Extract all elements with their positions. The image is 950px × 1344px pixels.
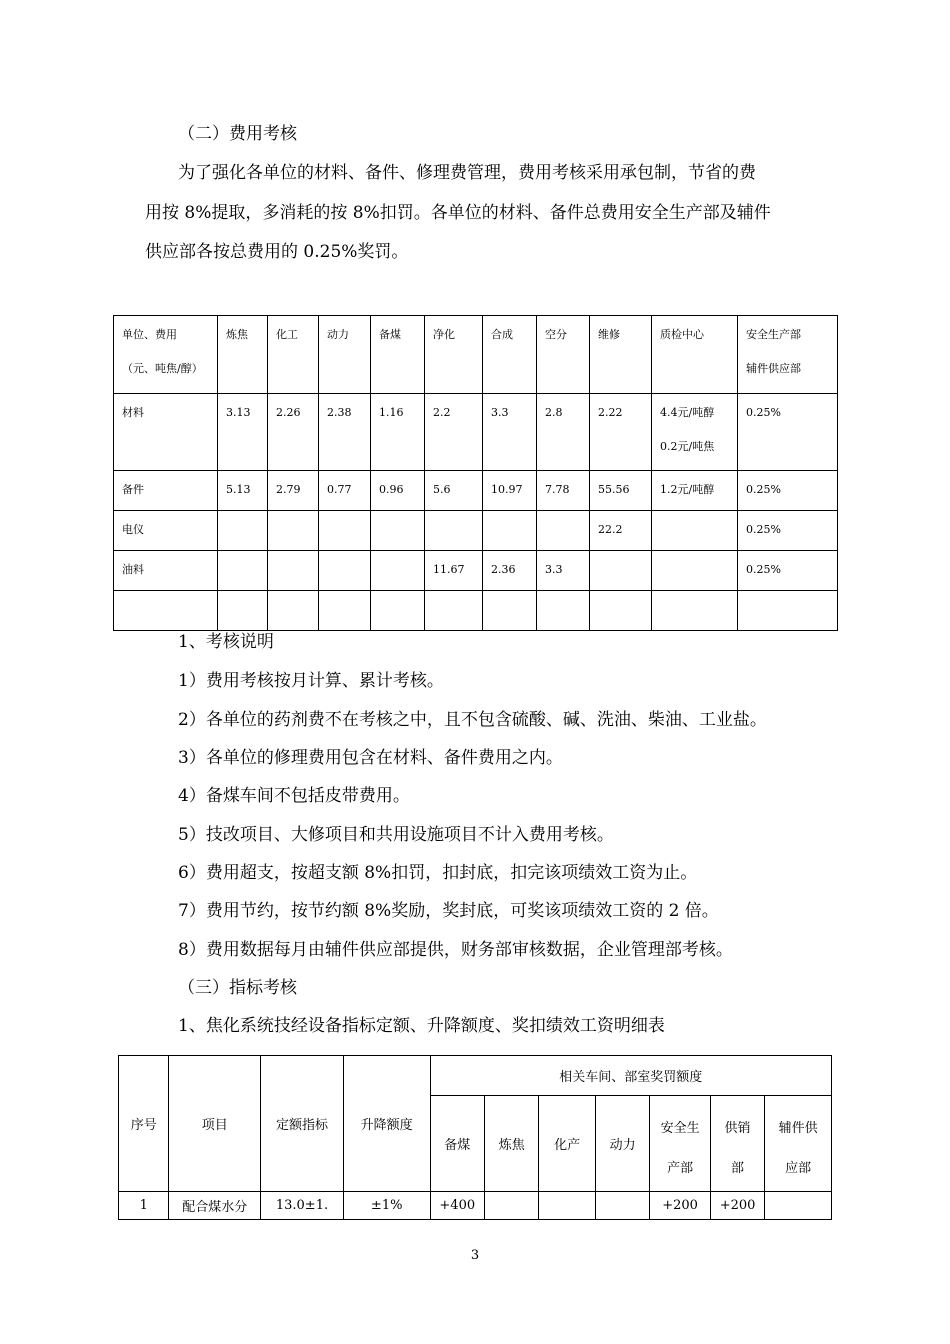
table-row [114, 394, 838, 471]
cell: 0.77 [327, 483, 352, 496]
cell: 2.2 [433, 406, 451, 419]
header-col: 动力 [595, 1096, 649, 1192]
cell: 2.22 [598, 406, 623, 419]
note-item: 5）技改项目、大修项目和共用设施项目不计入费用考核。 [178, 825, 614, 845]
header-unit-line1: 单位、费用 [122, 328, 177, 341]
header-aux-2: 应部 [785, 1160, 812, 1176]
table-row [119, 1192, 832, 1220]
header-sales-1: 供销 [724, 1120, 751, 1136]
cell: 0.25% [746, 406, 781, 419]
cell: 2.36 [491, 563, 516, 576]
intro-line-1: 为了强化各单位的材料、备件、修理费管理，费用考核采用承包制，节省的费 [178, 163, 756, 183]
cell-line2: 0.2元/吨焦 [660, 440, 715, 453]
row-label: 备件 [122, 483, 144, 496]
cell [539, 1192, 595, 1220]
header-sales-2: 部 [731, 1160, 745, 1176]
header-safety-1: 安全生 [660, 1120, 700, 1136]
cell: 10.97 [491, 483, 523, 496]
header-last-line2: 辅件供应部 [746, 362, 801, 375]
section-heading-cost-assessment: （二）费用考核 [178, 124, 297, 144]
cell: 0.25% [746, 523, 781, 536]
header-col: 炼焦 [484, 1096, 538, 1192]
cell-item: 配合煤水分 [169, 1192, 261, 1220]
cell: 22.2 [598, 523, 623, 536]
note-item: 6）费用超支，按超支额 8%扣罚，扣封底，扣完该项绩效工资为止。 [178, 863, 698, 883]
header-quota: 定额指标 [261, 1056, 344, 1192]
cell: 4.4元/吨醇 [660, 406, 715, 419]
cell: 55.56 [598, 483, 630, 496]
header-col: 动力 [327, 328, 349, 341]
cell: 3.3 [491, 406, 509, 419]
header-unit-cell [114, 316, 218, 394]
header-col: 维修 [598, 328, 620, 341]
header-aux [765, 1096, 832, 1192]
row-label: 油料 [122, 563, 144, 576]
section-subheading: 1、焦化系统技经设备指标定额、升降额度、奖扣绩效工资明细表 [178, 1016, 665, 1036]
indicator-table [118, 1055, 832, 1220]
cell: 3.13 [226, 406, 251, 419]
cost-table [113, 315, 838, 631]
cell: 3.3 [545, 563, 563, 576]
cell-range: ±1% [343, 1192, 430, 1220]
page-number: 3 [470, 1248, 480, 1263]
header-col: 质检中心 [660, 328, 704, 341]
cell: 2.38 [327, 406, 352, 419]
cell [595, 1192, 649, 1220]
header-safety [650, 1096, 711, 1192]
header-group: 相关车间、部室奖罚额度 [430, 1056, 831, 1096]
table-header-row [114, 316, 838, 394]
cell [484, 1192, 538, 1220]
cell-seq: 1 [119, 1192, 169, 1220]
cell: 2.79 [276, 483, 301, 496]
row-label: 电仪 [122, 523, 144, 536]
note-item: 1）费用考核按月计算、累计考核。 [178, 671, 444, 691]
note-item: 3）各单位的修理费用包含在材料、备件费用之内。 [178, 748, 563, 768]
note-item: 8）费用数据每月由辅件供应部提供，财务部审核数据，企业管理部考核。 [178, 940, 733, 960]
header-seq: 序号 [119, 1056, 169, 1192]
cell [765, 1192, 832, 1220]
header-col: 合成 [491, 328, 513, 341]
header-col: 净化 [433, 328, 455, 341]
cell-quota: 13.0±1. [261, 1192, 344, 1220]
cell: +200 [710, 1192, 764, 1220]
cell: 0.25% [746, 483, 781, 496]
note-item: 4）备煤车间不包括皮带费用。 [178, 786, 410, 806]
notes-heading: 1、考核说明 [178, 632, 274, 652]
intro-line-3: 供应部各按总费用的 0.25%奖罚。 [145, 242, 409, 262]
header-col: 化产 [539, 1096, 595, 1192]
cell: 0.96 [379, 483, 404, 496]
header-col: 化工 [276, 328, 298, 341]
header-col: 空分 [545, 328, 567, 341]
intro-line-2: 用按 8%提取，多消耗的按 8%扣罚。各单位的材料、备件总费用安全生产部及辅件 [145, 203, 771, 223]
header-item: 项目 [169, 1056, 261, 1192]
note-item: 2）各单位的药剂费不在考核之中，且不包含硫酸、碱、洗油、柴油、工业盐。 [178, 710, 767, 730]
cell: 5.13 [226, 483, 251, 496]
table-row [114, 471, 838, 511]
header-unit-line2: （元、吨焦/醇） [122, 362, 203, 375]
table-row [114, 551, 838, 591]
cell: 1.16 [379, 406, 404, 419]
cell: +400 [430, 1192, 484, 1220]
section-heading-indicator: （三）指标考核 [178, 978, 297, 998]
header-sales [710, 1096, 764, 1192]
header-aux-1: 辅件供 [778, 1120, 818, 1136]
cell: 11.67 [433, 563, 465, 576]
cell: 7.78 [545, 483, 570, 496]
header-col: 备煤 [379, 328, 401, 341]
cell: +200 [650, 1192, 711, 1220]
header-safety-2: 产部 [667, 1160, 694, 1176]
header-last-line1: 安全生产部 [746, 328, 801, 341]
table-row [114, 511, 838, 551]
cell: 1.2元/吨醇 [660, 483, 715, 496]
cell: 0.25% [746, 563, 781, 576]
cell: 2.8 [545, 406, 563, 419]
header-col: 炼焦 [226, 328, 248, 341]
header-col: 备煤 [430, 1096, 484, 1192]
note-item: 7）费用节约，按节约额 8%奖励，奖封底，可奖该项绩效工资的 2 倍。 [178, 901, 719, 921]
header-range: 升降额度 [343, 1056, 430, 1192]
cell: 5.6 [433, 483, 451, 496]
cell: 2.26 [276, 406, 301, 419]
table-row-empty [114, 591, 838, 631]
row-label: 材料 [122, 406, 144, 419]
